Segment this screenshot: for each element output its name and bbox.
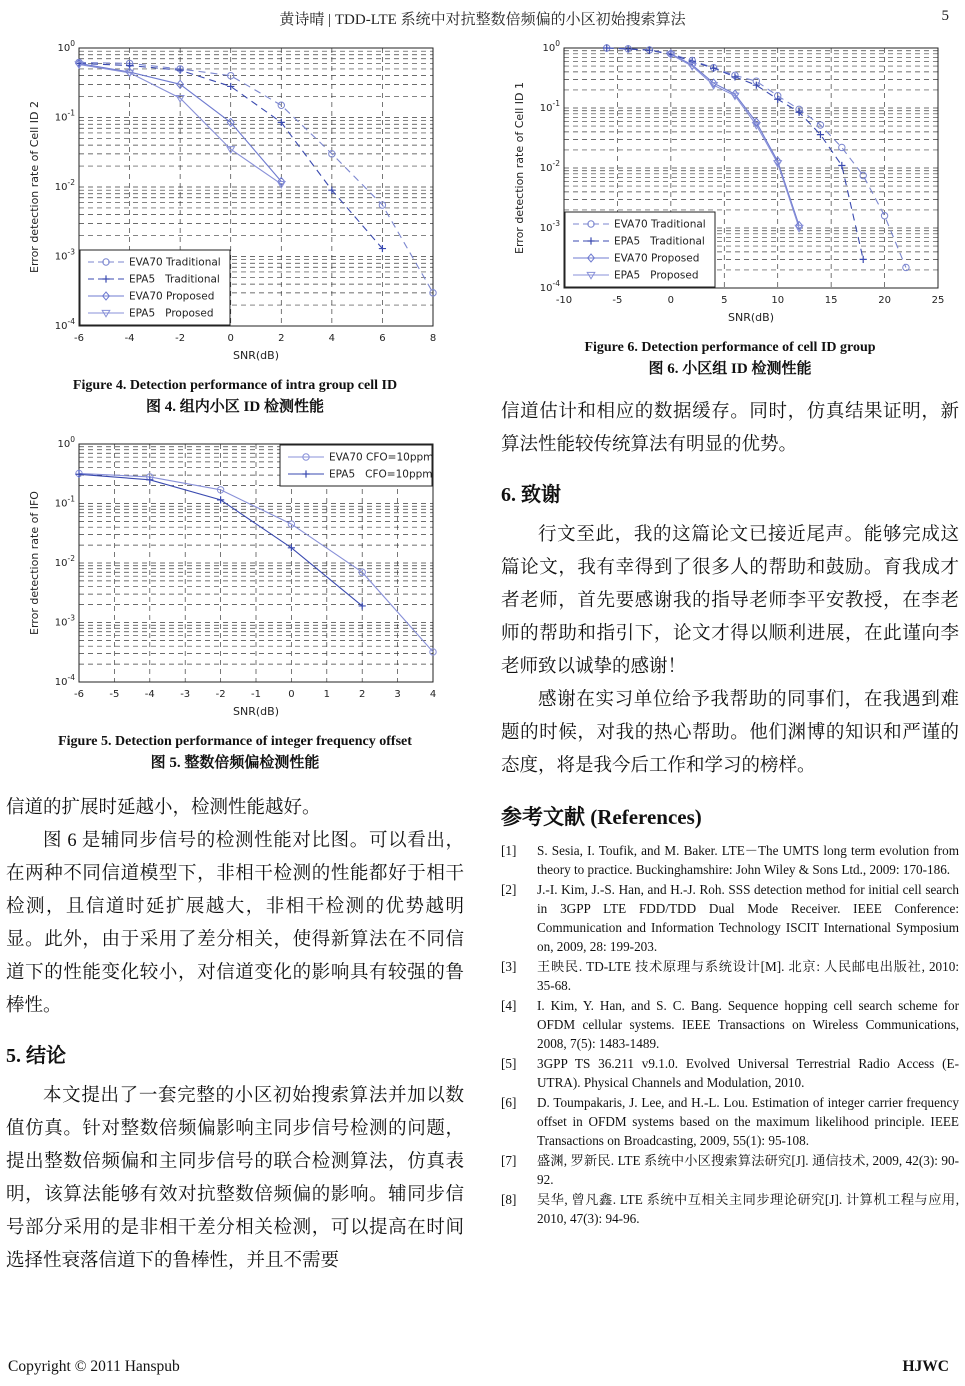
- svg-text:25: 25: [931, 295, 945, 306]
- reference-item: [501, 1151, 959, 1189]
- svg-text:EVA70 CFO=10ppm: EVA70 CFO=10ppm: [329, 451, 434, 464]
- reference-number: [7]: [501, 1153, 517, 1168]
- reference-text: 3GPP TS 36.211 v9.1.0. Evolved Universal Terrestrial Radio Access (E-UTRA). Physical Channels and Modulation, 2010.: [537, 1056, 959, 1090]
- svg-text:EVA70 Proposed: EVA70 Proposed: [129, 290, 215, 303]
- reference-text: S. Sesia, I. Toufik, and M. Baker. LTE－The UMTS long term evolution from theory to practice. Buckinghamshire: John Wiley & Sons Ltd., 2009: 170-186.: [537, 843, 959, 877]
- body-paragraph: 行文至此，我的这篇论文已接近尾声。能够完成这篇论文，我有幸得到了很多人的帮助和鼓励。育我成才者老师，首先要感谢我的指导老师李平安教授，在李老师的帮助和指引下，论文才得以顺利进展，在此谨向李老师致以诚挚的感谢！: [501, 525, 959, 677]
- svg-text:0: 0: [288, 689, 295, 700]
- figure4-chart: [25, 38, 445, 366]
- section5-heading: 5. 结论: [6, 1045, 66, 1067]
- page-number: 5: [941, 8, 949, 24]
- svg-text:-5: -5: [612, 295, 623, 306]
- page-header: [0, 8, 965, 29]
- svg-text:10-4: $10^{-4}$: [54, 317, 75, 332]
- figure6-caption-zh: 图 6. 小区组 ID 检测性能: [648, 361, 812, 377]
- svg-text:100: $10^0$: [57, 39, 75, 54]
- svg-text:-6: -6: [74, 689, 84, 700]
- left-column: [6, 38, 464, 1278]
- reference-number: [6]: [501, 1095, 517, 1110]
- svg-text:10-2: $10^{-2}$: [54, 178, 75, 193]
- reference-number: [3]: [501, 959, 517, 974]
- reference-number: [8]: [501, 1192, 517, 1207]
- svg-text:10-4: $10^{-4}$: [539, 279, 560, 294]
- svg-text:0: 0: [227, 333, 234, 344]
- figure6-chart: [510, 38, 950, 328]
- svg-text:2: 2: [278, 333, 285, 344]
- body-paragraph: 信道的扩展时延越小，检测性能越好。: [6, 798, 321, 818]
- svg-text:-3: -3: [180, 689, 191, 700]
- reference-text: D. Toumpakaris, J. Lee, and H.-L. Lou. Estimation of integer carrier frequency offset in OFDM systems based on the maximum likelihood principle. IEEE Transactions on Broadcasting, 2009, 55(1): 95-108.: [537, 1095, 959, 1148]
- reference-number: [1]: [501, 843, 517, 858]
- journal-code: HJWC: [902, 1358, 949, 1375]
- svg-text:EVA70 Traditional: EVA70 Traditional: [614, 218, 706, 231]
- svg-text:10: 10: [771, 295, 785, 306]
- svg-text:10-1: $10^{-1}$: [54, 494, 75, 510]
- svg-text:-2: -2: [215, 689, 226, 700]
- svg-text:Error detection rate of IFO: Error detection rate of IFO: [28, 491, 41, 635]
- reference-text: 盛渊, 罗新民. LTE 系统中小区搜索算法研究[J]. 通信技术, 2009, 42(3): 90-92.: [537, 1153, 959, 1187]
- svg-text:3: 3: [394, 689, 401, 700]
- svg-text:4: 4: [429, 689, 437, 700]
- svg-text:-6: -6: [74, 333, 84, 344]
- svg-text:SNR(dB): SNR(dB): [728, 311, 774, 324]
- svg-text:5: 5: [721, 295, 728, 306]
- body-paragraph: 信道估计和相应的数据缓存。同时，仿真结果证明，新算法性能较传统算法有明显的优势。: [501, 402, 959, 455]
- reference-text: J.-I. Kim, J.-S. Han, and H.-J. Roh. SSS detection method for initial cell search in 3GPP LTE FDD/TDD Dual Mode Receiver. IEEE Conference: Communication and Information Technology ISCIT International Symposium on, 2009, 28: 199-203.: [537, 882, 959, 954]
- svg-text:20: 20: [878, 295, 891, 306]
- svg-text:EPA5 Proposed: EPA5 Proposed: [129, 307, 214, 320]
- right-column: [501, 38, 959, 1229]
- svg-text:EVA70 Proposed: EVA70 Proposed: [614, 252, 700, 265]
- body-paragraph: 本文提出了一套完整的小区初始搜索算法并加以数值仿真。针对整数倍频偏影响主同步信号检测的问题，提出整数倍频偏和主同步信号的联合检测算法，仿真表明，该算法能够有效对抗整数倍频偏的影响。辅同步信号部分采用的是非相干差分相关检测，可以提高在时间选择性衰落信道下的鲁棒性，并且不需要: [6, 1086, 464, 1271]
- figure-5: [6, 434, 464, 774]
- reference-text: I. Kim, Y. Han, and S. C. Bang. Sequence hopping cell search scheme for OFDM cellular systems. IEEE Transactions on Wireless Communications, 2008, 7(5): 1483-1489.: [537, 998, 959, 1051]
- svg-text:Error detection rate of Cell I: Error detection rate of Cell ID 1: [513, 82, 526, 254]
- reference-item: [501, 1093, 959, 1150]
- body-paragraph: 感谢在实习单位给予我帮助的同事们，在我遇到难题的时候，对我的热心帮助。他们渊博的知识和严谨的态度，将是我今后工作和学习的榜样。: [501, 690, 959, 776]
- svg-text:10-1: $10^{-1}$: [54, 108, 75, 124]
- reference-item: [501, 996, 959, 1053]
- svg-text:EPA5 Proposed: EPA5 Proposed: [614, 269, 699, 282]
- svg-text:10-1: $10^{-1}$: [539, 99, 560, 114]
- svg-text:6: 6: [379, 333, 386, 344]
- svg-text:10-3: $10^{-3}$: [539, 219, 560, 234]
- reference-item: [501, 1190, 959, 1228]
- svg-text:EVA70 Traditional: EVA70 Traditional: [129, 256, 221, 269]
- reference-text: 王映民. TD-LTE 技术原理与系统设计[M]. 北京: 人民邮电出版社, 2010: 35-68.: [537, 959, 959, 993]
- figure5-caption-zh: 图 5. 整数倍频偏检测性能: [150, 755, 320, 771]
- svg-text:EPA5 Traditional: EPA5 Traditional: [614, 235, 705, 248]
- section6-heading: 6. 致谢: [501, 484, 561, 506]
- figure4-caption-zh: 图 4. 组内小区 ID 检测性能: [146, 399, 324, 415]
- svg-text:2: 2: [359, 689, 366, 700]
- references-list: [501, 841, 959, 1228]
- svg-text:-4: -4: [124, 333, 135, 344]
- reference-number: [2]: [501, 882, 517, 897]
- reference-item: [501, 957, 959, 995]
- svg-text:10-3: $10^{-3}$: [54, 613, 75, 629]
- svg-text:100: $10^0$: [57, 435, 75, 450]
- svg-text:10-2: $10^{-2}$: [539, 159, 560, 174]
- svg-text:Error detection rate of Cell I: Error detection rate of Cell ID 2: [28, 101, 41, 273]
- svg-text:-4: -4: [144, 689, 155, 700]
- reference-item: [501, 841, 959, 879]
- svg-text:EPA5 Traditional: EPA5 Traditional: [129, 273, 220, 286]
- figure-6: [501, 38, 959, 380]
- svg-text:10-2: $10^{-2}$: [54, 554, 75, 569]
- page-footer: [8, 1358, 949, 1376]
- svg-text:10-4: $10^{-4}$: [54, 673, 75, 688]
- copyright-text: Copyright © 2011 Hanspub: [8, 1358, 180, 1375]
- reference-number: [5]: [501, 1056, 517, 1071]
- figure5-caption-en: Figure 5. Detection performance of integer frequency offset: [58, 734, 412, 749]
- references-heading: 参考文献 (References): [501, 805, 702, 829]
- svg-text:10-3: $10^{-3}$: [54, 247, 75, 263]
- svg-text:1: 1: [323, 689, 330, 700]
- reference-number: [4]: [501, 998, 517, 1013]
- svg-text:EPA5 CFO=10ppm: EPA5 CFO=10ppm: [329, 468, 433, 481]
- header-title: 黄诗晴 | TDD-LTE 系统中对抗整数倍频偏的小区初始搜索算法: [279, 12, 686, 28]
- svg-text:SNR(dB): SNR(dB): [233, 349, 279, 362]
- svg-text:100: $10^0$: [542, 39, 560, 54]
- svg-text:-5: -5: [109, 689, 120, 700]
- body-paragraph: 图 6 是辅同步信号的检测性能对比图。可以看出，在两种不同信道模型下，非相干检测的性能都好于相干检测，且信道时延扩展越大，非相干检测的优势越明显。此外，由于采用了差分相关，使得新算法在不同信道下的性能变化较小，对信道变化的影响具有较强的鲁棒性。: [6, 831, 464, 1016]
- figure-4: [6, 38, 464, 418]
- svg-text:SNR(dB): SNR(dB): [233, 705, 279, 718]
- svg-text:8: 8: [429, 333, 437, 344]
- reference-item: [501, 1054, 959, 1092]
- figure4-caption-en: Figure 4. Detection performance of intra group cell ID: [72, 378, 398, 393]
- svg-text:15: 15: [824, 295, 838, 306]
- svg-text:-1: -1: [251, 689, 261, 700]
- svg-text:4: 4: [328, 333, 336, 344]
- svg-text:-10: -10: [555, 295, 573, 306]
- reference-text: 吴华, 曾凡鑫. LTE 系统中互相关主同步理论研究[J]. 计算机工程与应用, 2010, 47(3): 94-96.: [537, 1192, 959, 1226]
- svg-text:-2: -2: [175, 333, 186, 344]
- svg-text:0: 0: [667, 295, 675, 306]
- reference-item: [501, 880, 959, 956]
- figure5-chart: [25, 434, 445, 722]
- figure6-caption-en: Figure 6. Detection performance of cell ID group: [584, 340, 876, 355]
